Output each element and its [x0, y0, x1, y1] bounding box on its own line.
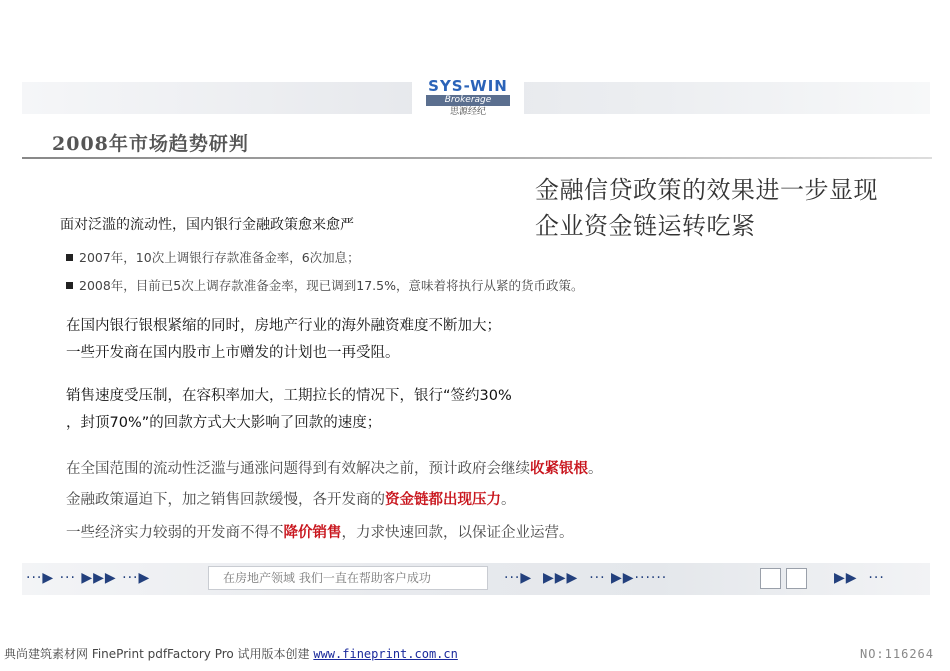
conclusion-line — [66, 521, 574, 542]
square-bullet-icon — [66, 282, 73, 289]
intro-heading: 面对泛滥的流动性，国内银行金融政策愈来愈严 — [60, 217, 354, 233]
conclusion-line — [66, 457, 603, 478]
square-bullet-icon — [66, 254, 73, 261]
paragraph-line: ，封顶70%”的回款方式大大影响了回款的速度； — [66, 415, 382, 431]
page-title: 2008年市场趋势研判 — [52, 133, 249, 155]
conclusion-text: 在全国范围的流动性泛滥与通涨问题得到有效解决之前，预计政府会继续 — [66, 461, 530, 477]
bullet-item — [66, 276, 583, 294]
logo-main-text: SYS-WIN — [428, 77, 508, 95]
title-divider — [22, 157, 932, 159]
highlight-text: 收紧银根 — [530, 461, 588, 477]
paragraph-line: 在国内银行银根紧缩的同时，房地产行业的海外融资难度不断加大； — [66, 318, 501, 334]
paragraph-line: 销售速度受压制，在容积率加大，工期拉长的情况下，银行“签约30% — [66, 388, 512, 404]
headline-line-1: 金融信贷政策的效果进一步显现 — [535, 176, 878, 204]
conclusion-text: ，力求快速回款，以保证企业运营。 — [341, 525, 574, 541]
paragraph-financing — [66, 313, 501, 367]
square-outline-icon — [760, 568, 781, 589]
headline-line-2: 企业资金链运转吃紧 — [535, 212, 756, 240]
conclusion-text: 。 — [588, 461, 603, 477]
slogan-box: 在房地产领域 我们一直在帮助客户成功 — [208, 566, 488, 590]
bullet-text: 2008年，目前已5次上调存款准备金率，现已调到17.5%，意味着将执行从紧的货币政策。 — [79, 278, 584, 293]
footer-number: NO:116264 — [859, 647, 934, 661]
conclusion-text: 。 — [501, 492, 516, 508]
bullet-item — [66, 248, 360, 266]
company-logo — [412, 76, 524, 120]
footer-text: 典尚建筑素材网 FinePrint pdfFactory Pro 试用版本创建 — [4, 647, 314, 661]
paragraph-sales — [66, 383, 512, 437]
footer-link[interactable]: www.fineprint.com.cn — [313, 647, 458, 661]
conclusion-text: 一些经济实力较弱的开发商不得不 — [66, 525, 284, 541]
highlight-text: 资金链都出现压力 — [385, 492, 501, 508]
arrow-decoration-icon: ···▶ ··· ▶▶▶ ···▶ — [26, 570, 151, 586]
arrow-decoration-icon: ···▶ ▶▶▶ ··· ▶▶······ — [504, 570, 668, 586]
footer-watermark — [4, 645, 458, 662]
logo-sub-text: Brokerage — [426, 95, 510, 106]
bullet-text: 2007年，10次上调银行存款准备金率，6次加息； — [79, 250, 360, 265]
conclusion-line — [66, 488, 516, 509]
logo-chinese-text: 思源经纪 — [449, 107, 486, 117]
arrow-decoration-icon: ▶▶ ··· — [834, 570, 885, 586]
highlight-text: 降价销售 — [283, 525, 342, 541]
square-outline-icon — [786, 568, 807, 589]
paragraph-line: 一些开发商在国内股市上市赠发的计划也一再受阻。 — [66, 345, 400, 361]
conclusion-text: 金融政策逼迫下，加之销售回款缓慢，各开发商的 — [66, 492, 385, 508]
